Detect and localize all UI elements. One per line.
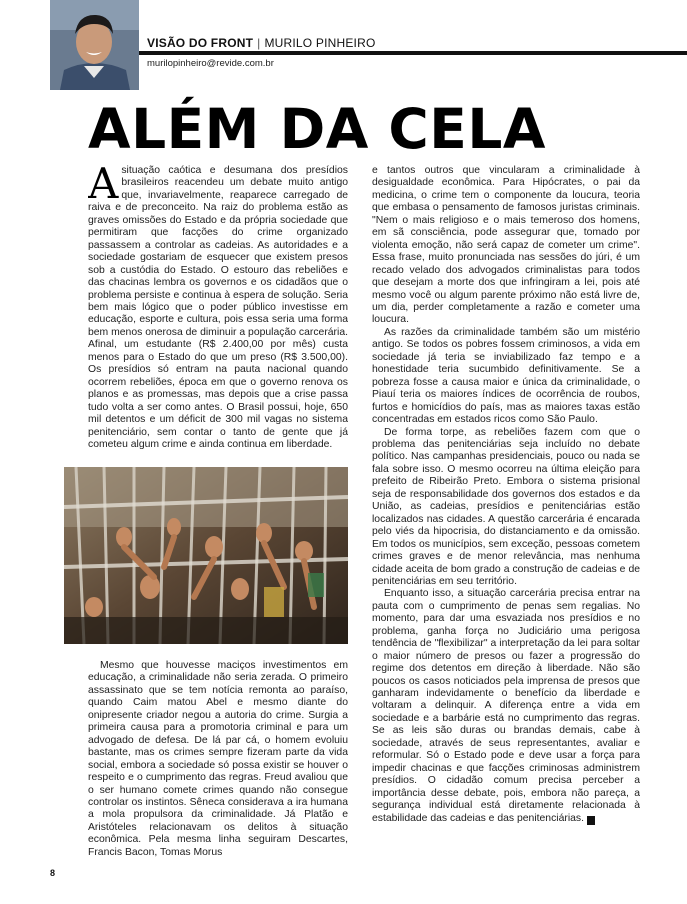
- paragraph-text: situação caótica e desumana dos presídios brasileiros reacendeu um debate muito antigo que, invariavelmente, reaparece carregado de raiva e de preconceito. Na raiz do problema estão as graves omissões do Estado e da própria sociedade que permitiram que facções do crime organizado passassem a controlar as cadeias. As autoridades e a sociedade gostariam de esquecer que existem presos sob a custódia do Estado. O estouro das rebeliões e das chacinas lembra os governos e os cidadãos que o problema persiste e continua à espera de solução. Seria bem mais lógico que o poder público investisse em educação, esporte e cultura, pois essa seria uma forma bem menos onerosa de diminuir a população carcerária. Afinal, um estudante (R$ 2.400,00 por mês) custa menos para o Estado do que um preso (R$ 3.500,00). Os presídios só entram na pauta nacional quando ocorrem rebeliões, época em que o governo renova os planos e as promessas, mas depois que a crise passa tudo volta a ser como antes. O Brasil possui, hoje, 650 mil detentos e um déficit de 300 mil vagas no sistema penitenciário, sem contar o tanto de gente que já cometeu algum crime e ainda continua em liberdade.: [88, 165, 348, 450]
- paragraph-text: Enquanto isso, a situação carcerária precisa entrar na pauta com o cumprimento de penas sem regalias. No momento, para dar uma esvaziada nos presídios e no problema, ganha força no Judiciário uma perigosa tendência de "flexibilizar" a interpretação da lei para soltar o maior número de presos ou fazer a progressão do regime dos detentos em direção à liberdade. Não são poucos os casos noticiados pela imprensa de presos que ganharam indevidamente o benefício da liberdade e voltaram a delinquir. A diferença entre a vida em sociedade e a barbárie está no cumprimento das regras. Se as leis são duras ou brandas demais, cabe à sociedade, através de seus representantes, avaliar e reformular. Só o Estado pode e deve usar a força para impedir chacinas e que facções criminosas administrem presídios. O cidadão comum precisa perceber a importância desse debate, pois, embora não pareça, a segurança individual está diretamente relacionada à estabilidade das cadeias e das penitenciárias.: [372, 588, 640, 824]
- author-photo: [50, 0, 139, 90]
- end-of-article-icon: r: [587, 816, 595, 825]
- page-number: 8: [50, 868, 56, 878]
- article-paragraph-6: [372, 588, 640, 825]
- article-column-left-top: [88, 165, 348, 455]
- article-paragraph-4: As razões da criminalidade também são um mistério antigo. Se todos os pobres fossem criminosos, a vida em sociedade já teria se inviabilizado faz tempo e a honestidade teria sucumbido definitivamente. Se a pobreza fosse a causa maior e única da criminalidade, o Piauí teria os maiores índices de ocorrência de roubos, furtos e homicídios do país, mas as maiores taxas estão concentradas em estados ricos como São Paulo.: [372, 326, 640, 426]
- article-paragraph-2: Mesmo que houvesse maciços investimentos em educação, a criminalidade não seria zerada. O primeiro assassinato que se tem notícia remonta ao paraíso, quando Caim matou Abel e mesmo diante do onipresente criador negou a autoria do crime. Surgia a primeira causa para a promotoria criminal e para um advogado de defesa. De lá par cá, o homem evoluiu bastante, mas os crimes sempre fizeram parte da vida social, embora a sociedade só possa existir se houver o respeito e o cumprimento das regras. Freud avaliou que o ser humano comete crimes quando não consegue controlar os instintos. Sêneca considerava a ira humana a mola propulsora da criminalidade. Já Platão e Aristóteles relacionavam os delitos à situação econômica. Pela mesma linha seguiram Descartes, Francis Bacon, Tomas Morus: [88, 660, 348, 858]
- article-column-left-bottom: [88, 660, 348, 860]
- dropcap: A: [88, 165, 119, 208]
- article-paragraph-1: [88, 165, 348, 451]
- header-rule: [139, 51, 687, 55]
- article-column-right: [372, 165, 640, 865]
- column-title: VISÃO DO FRONT: [147, 36, 254, 50]
- headline: ALÉM DA CELA: [88, 97, 546, 161]
- column-header: [147, 36, 375, 50]
- column-separator: |: [257, 36, 261, 50]
- prison-photo: [64, 467, 348, 644]
- column-author: MURILO PINHEIRO: [264, 36, 376, 50]
- article-paragraph-3: e tantos outros que vincularam a criminalidade à desigualdade econômica. Para Hipócrates, o pai da medicina, o crime tem o componente da loucura, teoria que embasa o pensamento de famosos juristas criminais. "Nem o mais religioso e o mais temeroso dos homens, em sã consciência, pode assegurar que, tomado por violenta emoção, não será capaz de cometer um crime". Essa frase, muito pronunciada nas sessões do júri, é um recado velado dos advogados criminalistas para todos que desejam a morte dos que infringiram a lei, pois até mesmo você ou algum parente próximo não está livre de, um dia, perder completamente a razão e cometer uma loucura.: [372, 165, 640, 326]
- article-paragraph-5: De forma torpe, as rebeliões fazem com que o problema das penitenciárias seja incluído no debate político. Nas campanhas presidenciais, pouco ou nada se fala sobre isso. O mesmo ocorreu na última eleição para prefeito de Ribeirão Preto. Embora o sistema prisional seja de responsabilidade dos governos dos estados e da União, as cadeias, presídios e penitenciárias estão localizados nas cidades. A questão carcerária é encarada pelo viés da hipocrisia, do distanciamento e da omissão. Em todos os municípios, sem exceção, pessoas cometem crimes graves e de menor relevância, mas nenhuma cidade aceita de bom grado a construção de cadeias e de penitenciárias em seu território.: [372, 426, 640, 587]
- author-email[interactable]: murilopinheiro@revide.com.br: [147, 58, 274, 69]
